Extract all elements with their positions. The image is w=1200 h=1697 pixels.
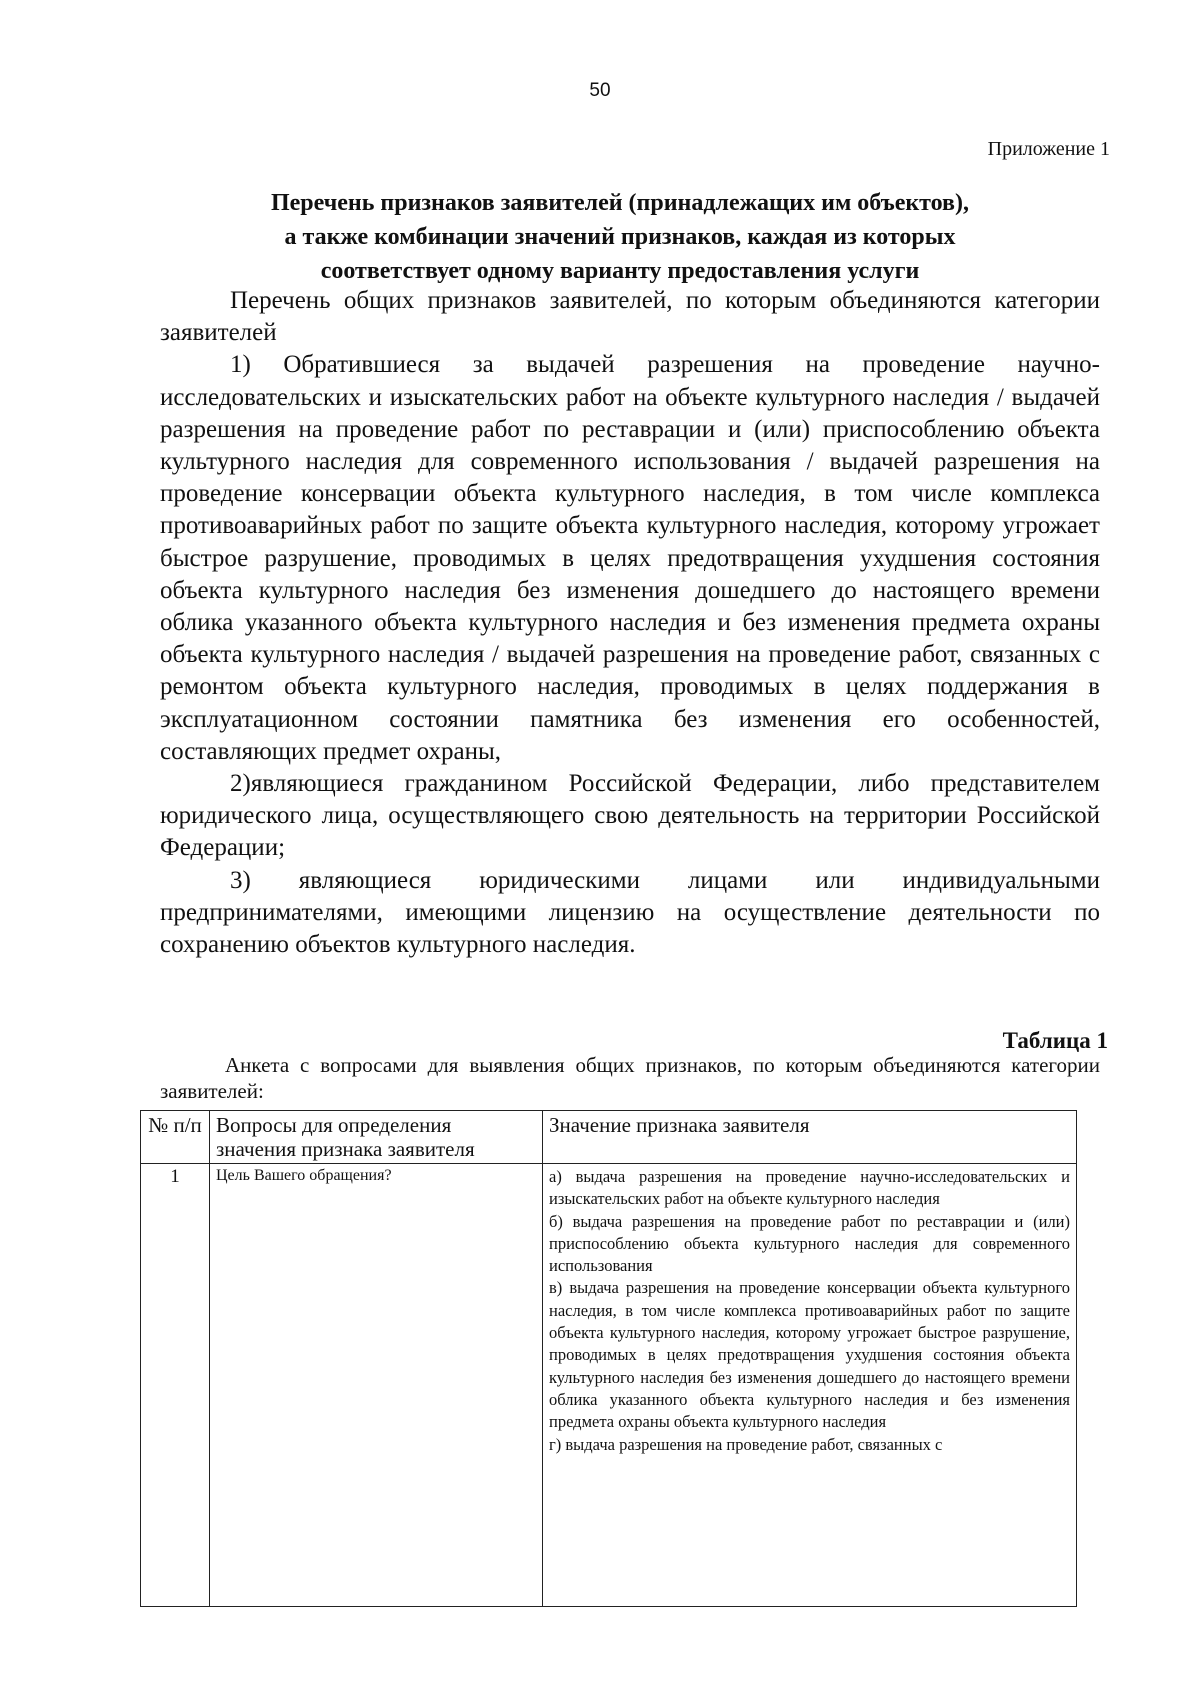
title-line-2: а также комбинации значений признаков, каждая из которых: [284, 224, 956, 250]
title-line-3: соответствует одному варианту предоставления услуги: [320, 258, 920, 284]
criterion-2-paragraph: 2)являющиеся гражданином Российской Федерации, либо представителем юридического лица, осуществляющего свою деятельность на территории Российской Федерации;: [160, 770, 1100, 862]
criterion-3-paragraph: 3) являющиеся юридическими лицами или индивидуальными предпринимателями, имеющими лицензию на осуществление деятельности по сохранению объектов культурного наследия.: [160, 866, 1100, 959]
appendix-label: Приложение 1: [987, 138, 1110, 160]
table-row: [141, 1164, 1077, 1607]
body-text: [160, 285, 1100, 961]
row-values: [543, 1164, 1077, 1607]
header-number: № п/п: [141, 1111, 210, 1164]
intro-paragraph: Перечень общих признаков заявителей, по которым объединяются категории заявителей: [160, 287, 1100, 347]
row-number: 1: [141, 1164, 210, 1607]
criterion-1-paragraph: 1) Обратившиеся за выдачей разрешения на проведение научно-исследовательских и изыскательских работ на объекте культурного наследия / выдачей разрешения на проведение работ по реставрации и (или) приспособлению объекта культурного наследия для современного использования / выдачей разрешения на проведение консервации объекта культурного наследия, в том числе комплекса противоаварийных работ по защите объекта культурного наследия, которому угрожает быстрое разрушение, проводимых в целях предотвращения ухудшения состояния объекта культурного наследия без изменения дошедшего до настоящего времени облика указанного объекта культурного наследия и без изменения предмета охраны объекта культурного наследия / выдачей разрешения на проведение работ, связанных с ремонтом объекта культурного наследия, проводимых в целях поддержания в эксплуатационном состоянии памятника без изменения его особенностей, составляющих предмет охраны,: [160, 351, 1100, 765]
table-caption: Таблица 1: [1002, 1028, 1108, 1053]
value-option-a: а) выдача разрешения на проведение научно-исследовательских и изыскательских работ на объекте культурного наследия: [549, 1167, 1070, 1209]
table-header-row: [141, 1111, 1077, 1164]
value-option-g: г) выдача разрешения на проведение работ, связанных с: [549, 1434, 943, 1454]
header-value: Значение признака заявителя: [543, 1111, 1077, 1164]
value-option-b: б) выдача разрешения на проведение работ по реставрации и (или) приспособлению объекта культурного наследия для современного использования: [549, 1211, 1070, 1276]
value-option-v: в) выдача разрешения на проведение консервации объекта культурного наследия, в том числе комплекса противоаварийных работ по защите объекта культурного наследия, которому угрожает быстрое разрушение, проводимых в целях предотвращения ухудшения состояния объекта культурного наследия без изменения дошедшего до настоящего времени облика указанного объекта культурного наследия и без изменения предмета охраны объекта культурного наследия: [549, 1278, 1070, 1432]
table-intro: Анкета с вопросами для выявления общих признаков, по которым объединяются категории заявителей:: [160, 1053, 1100, 1103]
title-line-1: Перечень признаков заявителей (принадлежащих им объектов),: [270, 190, 970, 216]
document-title: [160, 186, 1080, 288]
row-question: Цель Вашего обращения?: [210, 1164, 543, 1607]
page-number: 50: [589, 80, 611, 101]
header-question: Вопросы для определения значения признака заявителя: [210, 1111, 543, 1164]
questionnaire-table: [140, 1110, 1077, 1607]
